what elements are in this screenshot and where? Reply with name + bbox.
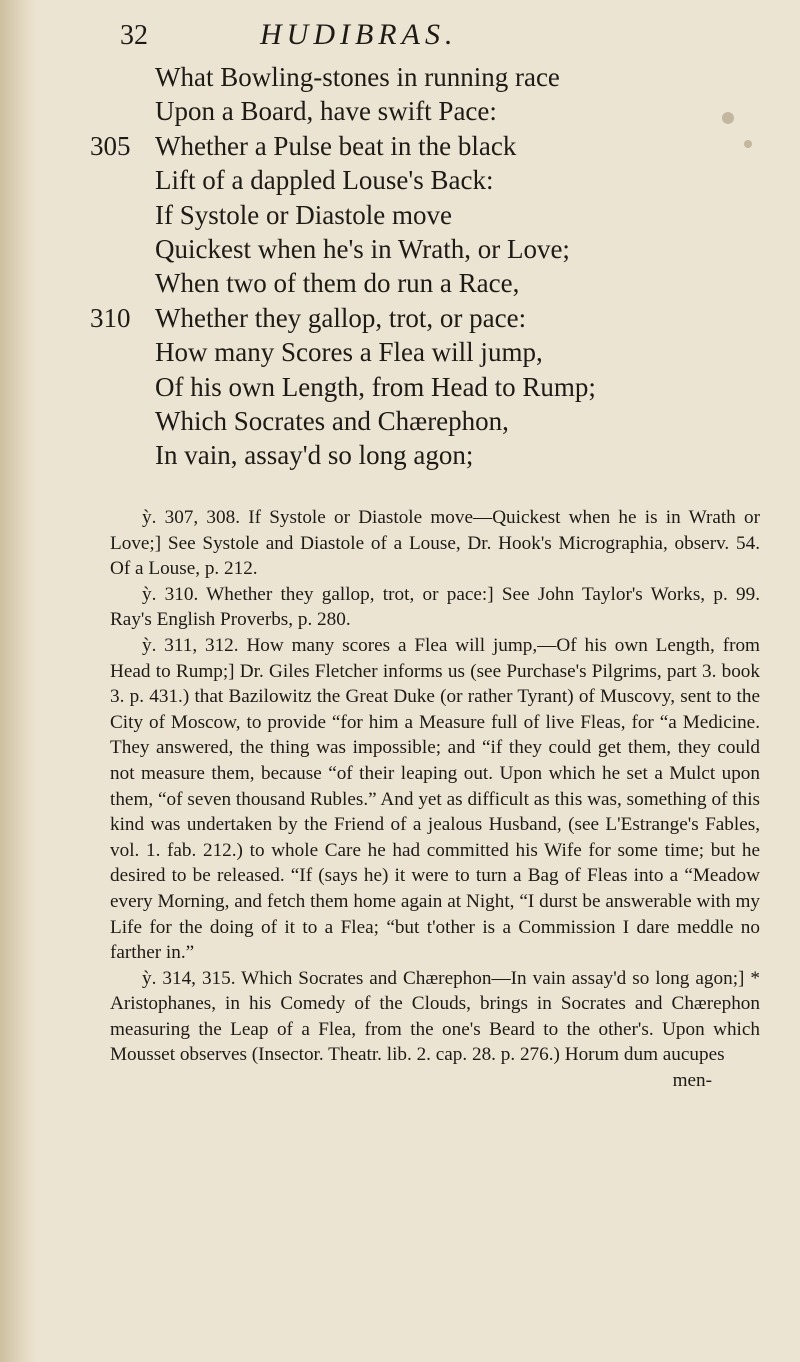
- footnote: ỳ. 310. Whether they gallop, trot, or pace:] See John Taylor's Works, p. 99. Ray's English Proverbs, p. 280.: [110, 583, 760, 631]
- verse-line: [90, 163, 770, 197]
- verse-text: Lift of a dappled Louse's Back:: [155, 165, 494, 196]
- footnote: ỳ. 314, 315. Which Socrates and Chærephon—In vain assay'd so long agon;] * Aristophanes, in his Comedy of the Clouds, brings in Socrates and Chærephon measuring the Leap of a Flea, from the one's Beard to the other's. Upon which Mousset observes (Insector. Theatr. lib. 2. cap. 28. p. 276.) Horum dum aucupes: [110, 967, 760, 1066]
- verse-text: Which Socrates and Chærephon,: [155, 405, 509, 436]
- page-number: 32: [120, 20, 148, 51]
- verse-line: [90, 232, 770, 266]
- verse-text: Whether they gallop, trot, or pace:: [155, 302, 527, 333]
- verse-line: [90, 301, 770, 335]
- verse-block: [90, 60, 770, 473]
- verse-text: If Systole or Diastole move: [155, 199, 452, 230]
- verse-text: What Bowling-stones in running race: [155, 62, 560, 92]
- page-gutter-shadow: [0, 0, 38, 1362]
- verse-text: Quickest when he's in Wrath, or Love;: [155, 233, 570, 264]
- line-number: 310: [90, 302, 131, 333]
- verse-line: [90, 266, 770, 300]
- verse-line: [90, 404, 770, 438]
- verse-text: How many Scores a Flea will jump,: [155, 337, 543, 368]
- verse-text: Whether a Pulse beat in the black: [155, 130, 517, 161]
- running-header: [120, 18, 760, 54]
- verse-text: When two of them do run a Race,: [155, 268, 520, 299]
- verse-line: [90, 335, 770, 369]
- verse-line: [90, 198, 770, 232]
- footnotes: [110, 505, 760, 1094]
- verse-line: [90, 129, 770, 163]
- catchword: men-: [672, 1070, 712, 1092]
- verse-line: [90, 370, 770, 404]
- verse-line: [90, 438, 770, 472]
- line-number: 305: [90, 130, 131, 161]
- footnote: ỳ. 311, 312. How many scores a Flea will jump,—Of his own Length, from Head to Rump;] Dr. Giles Fletcher informs us (see Purchase's Pilgrims, part 3. book 3. p. 431.) that Bazilowitz the Great Duke (or rather Tyrant) of Muscovy, sent to the City of Moscow, to provide “for him a Measure full of live Fleas, for “a Medicine. They answered, the thing was impossible; and “if they could get them, they could not measure them, because “of their leaping out. Upon which he set a Mulct upon them, “of seven thousand Rubles.” And yet as difficult as this was, something of this kind was undertaken by the Friend of a jealous Husband, (see L'Estrange's Fables, vol. 1. fab. 212.) to whole Care he had committed his Wife for some time; but he desired to be released. “If (says he) it were to turn a Bag of Fleas into a “Meadow every Morning, and fetch them home again at Night, “I durst be answerable with my Life for the doing of it to a Flea; “but t'other is a Commission I dare meddle no farther in.”: [110, 634, 760, 964]
- verse-line: [90, 94, 770, 128]
- verse-text: Of his own Length, from Head to Rump;: [155, 371, 596, 402]
- running-title: HUDIBRAS.: [260, 18, 458, 51]
- verse-line: [90, 60, 770, 94]
- verse-text: Upon a Board, have swift Pace:: [155, 96, 497, 127]
- verse-text: In vain, assay'd so long agon;: [155, 440, 474, 471]
- footnote: ỳ. 307, 308. If Systole or Diastole move—Quickest when he is in Wrath or Love;] See Systole and Diastole of a Louse, Dr. Hook's Micrographia, observ. 54. Of a Louse, p. 212.: [110, 507, 760, 580]
